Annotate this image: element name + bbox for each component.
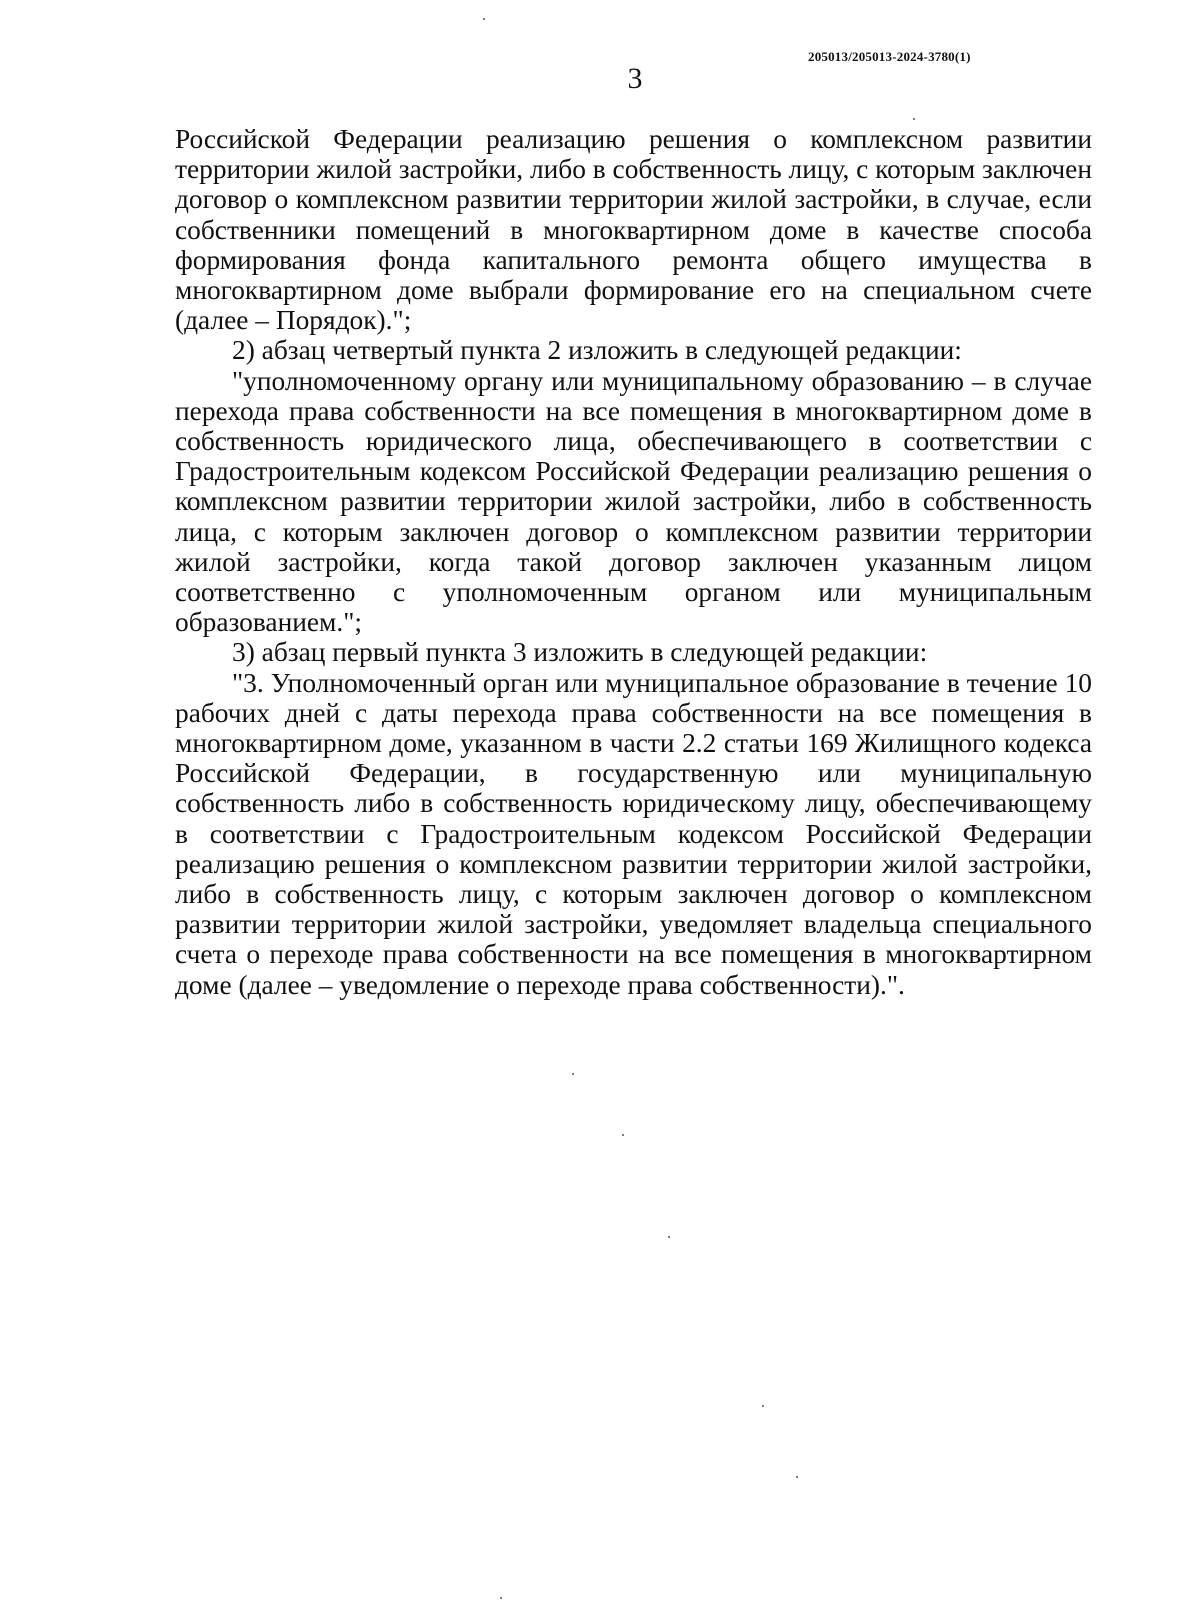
scan-speck xyxy=(500,1597,502,1599)
scan-speck xyxy=(668,1236,670,1238)
scan-speck xyxy=(762,1405,764,1407)
page-number: 3 xyxy=(627,62,643,95)
document-body xyxy=(175,124,1092,1000)
scan-speck xyxy=(796,1476,798,1478)
scan-speck xyxy=(622,1134,624,1136)
paragraph-item-3: 3) абзац первый пункта 3 изложить в следующей редакции: xyxy=(232,637,928,668)
paragraph-item-2: 2) абзац четвертый пункта 2 изложить в следующей редакции: xyxy=(232,335,962,366)
paragraph-quote-2: "3. Уполномоченный орган или муниципальное образование в течение 10 рабочих дней с даты перехода права собственности на все помещения в многоквартирном доме, указанном в части 2.2 статьи 169 Жилищного кодекса Российской Федерации, в государственную или муниципальную собственность либо в собственность юридическому лицу, обеспечивающему в соответствии с Градостроительным кодексом Российской Федерации реализацию решения о комплексном развитии территории жилой застройки, либо в собственность лицу, с которым заключен договор о комплексном развитии территории жилой застройки, уведомляет владельца специального счета о переходе права собственности на все помещения в многоквартирном доме (далее – уведомление о переходе права собственности).". xyxy=(175,667,1092,1000)
scan-speck xyxy=(483,18,485,20)
scan-speck xyxy=(913,118,915,120)
document-id: 205013/205013-2024-3780(1) xyxy=(808,49,971,64)
scan-speck xyxy=(572,1073,574,1075)
paragraph-quote-1: "уполномоченному органу или муниципальному образованию – в случае перехода права собственности на все помещения в многоквартирном доме в собственность юридического лица, обеспечивающего в соответствии с Градостроительным кодексом Российской Федерации реализацию решения о комплексном развитии территории жилой застройки, либо в собственность лица, с которым заключен договор о комплексном развитии территории жилой застройки, когда такой договор заключен указанным лицом соответственно с уполномоченным органом или муниципальным образованием."; xyxy=(175,365,1092,638)
paragraph-continuation: Российской Федерации реализацию решения о комплексном развитии территории жилой застройки, либо в собственность лицу, с которым заключен договор о комплексном развитии территории жилой застройки, в случае, если собственники помещений в многоквартирном доме в качестве способа формирования фонда капитального ремонта общего имущества в многоквартирном доме выбрали формирование его на специальном счете (далее – Порядок)."; xyxy=(175,124,1092,336)
